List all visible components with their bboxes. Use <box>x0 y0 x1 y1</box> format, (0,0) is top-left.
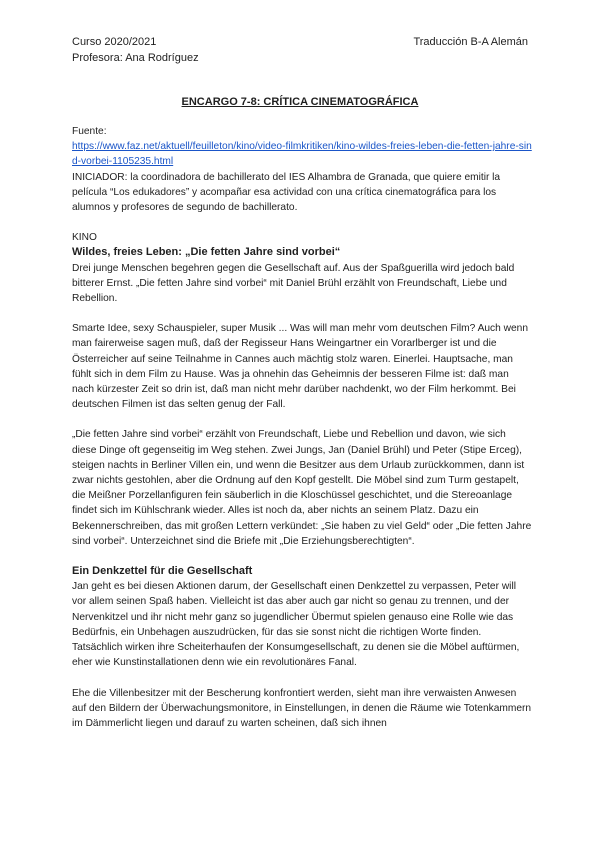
paragraph-3: Jan geht es bei diesen Aktionen darum, der Gesellschaft einen Denkzettel zu verpassen, Peter will vor allem seinen Spaß haben. Vielleicht ist das aber auch gar nicht so genau zu trennen, und der Nervenkitzel und ihr nicht mehr ganz so jugendlicher Übermut spielen genauso eine Rolle wie das Bedürfnis, ein Unbehagen auszudrücken, für das sie sonst nicht die richtigen Worte finden. Tatsächlich wirken ihre Scheiterhaufen der Konsumgesellschaft, zu denen sie die Möbel auftürmen, eher wie Kunstinstallationen denn wie ein revolutionäres Fanal. <box>72 581 520 669</box>
document-body <box>72 124 532 731</box>
article-title: Wildes, freies Leben: „Die fetten Jahre sind vorbei“ <box>72 246 341 259</box>
page-header-left <box>72 34 199 66</box>
subheading: Ein Denkzettel für die Gesellschaft <box>72 565 253 578</box>
source-label: Fuente: <box>72 126 107 137</box>
section-label: KINO <box>72 232 97 244</box>
teacher-label: Profesora: Ana Rodríguez <box>72 52 199 64</box>
subject-label: Traducción B-A Alemán <box>413 36 528 48</box>
paragraph-2: „Die fetten Jahre sind vorbei“ erzählt von Freundschaft, Liebe und Rebellion und davon, wie sich diese Dinge oft gegenseitig im Weg stehen. Zwei Jungs, Jan (Daniel Brühl) und Peter (Stipe Erceg), steigen nachts in Berliner Villen ein, und wenn die Besitzer aus dem Urlaub zurückkommen, dann ist zwar nichts gestohlen, aber die Ordnung auf den Kopf gestellt. Die Möbel sind zum Turm gestapelt, die Meißner Porzellanfiguren fein säuberlich in die Kloschüssel geschichtet, und die Stereoanlage findet sich im Kühlschrank wieder. Alles ist noch da, aber nichts an seinem Platz. Dazu ein Bekennerschreiben, das mit großen Lettern verkündet: „Sie haben zu viel Geld“ oder „Die fetten Jahre sind vorbei“. Unterzeichnet sind die Briefe mit „Die Erziehungsberechtigten“. <box>72 429 532 547</box>
paragraph-4: Ehe die Villenbesitzer mit der Bescherung konfrontiert werden, sieht man ihre verwaisten Anwesen auf den Bildern der Überwachungsmonitore, in Einstellungen, in denen die Räume wie Totenkammern im Dämmerlicht liegen und darauf zu warten scheinen, daß sich ihnen <box>72 687 532 729</box>
document-title: ENCARGO 7-8: CRÍTICA CINEMATOGRÁFICA <box>181 96 419 108</box>
lead-paragraph: Drei junge Menschen begehren gegen die Gesellschaft auf. Aus der Spaßguerilla wird jedoch bald bitterer Ernst. „Die fetten Jahre sind vorbei“ mit Daniel Brühl erzählt von Freundschaft, Liebe und Rebellion. <box>72 262 515 305</box>
paragraph-1: Smarte Idee, sexy Schauspieler, super Musik ... Was will man mehr vom deutschen Film? Auch wenn man fairerweise sagen muß, daß der Regisseur Hans Weingartner ein Vorarlberger ist und die Österreicher auf seine Teilnahme in Cannes auch mächtig stolz waren. Einerlei. Hauptsache, man fühlt sich in dem Film zu Hause. Was ja ohnehin das Geheimnis der besseren Filme ist: daß man nach kürzester Zeit so drin ist, daß man nicht mehr darüber nachdenkt, wo der Film herkommt. Bei deutschen Filmen ist das selten genug der Fall. <box>72 323 528 411</box>
initiator-paragraph: INICIADOR: la coordinadora de bachillerato del IES Alhambra de Granada, que quiere emitir la película “Los edukadores” y acompañar esa actividad con una crítica cinematográfica para los alumnos y profesores de segundo de bachillerato. <box>72 171 501 214</box>
source-link[interactable]: https://www.faz.net/aktuell/feuilleton/kino/video-filmkritiken/kino-wildes-freies-leben-die-fetten-jahre-sind-vorbei-1105235.html <box>72 141 532 168</box>
page-header-right <box>413 34 528 50</box>
course-label: Curso 2020/2021 <box>72 36 157 48</box>
